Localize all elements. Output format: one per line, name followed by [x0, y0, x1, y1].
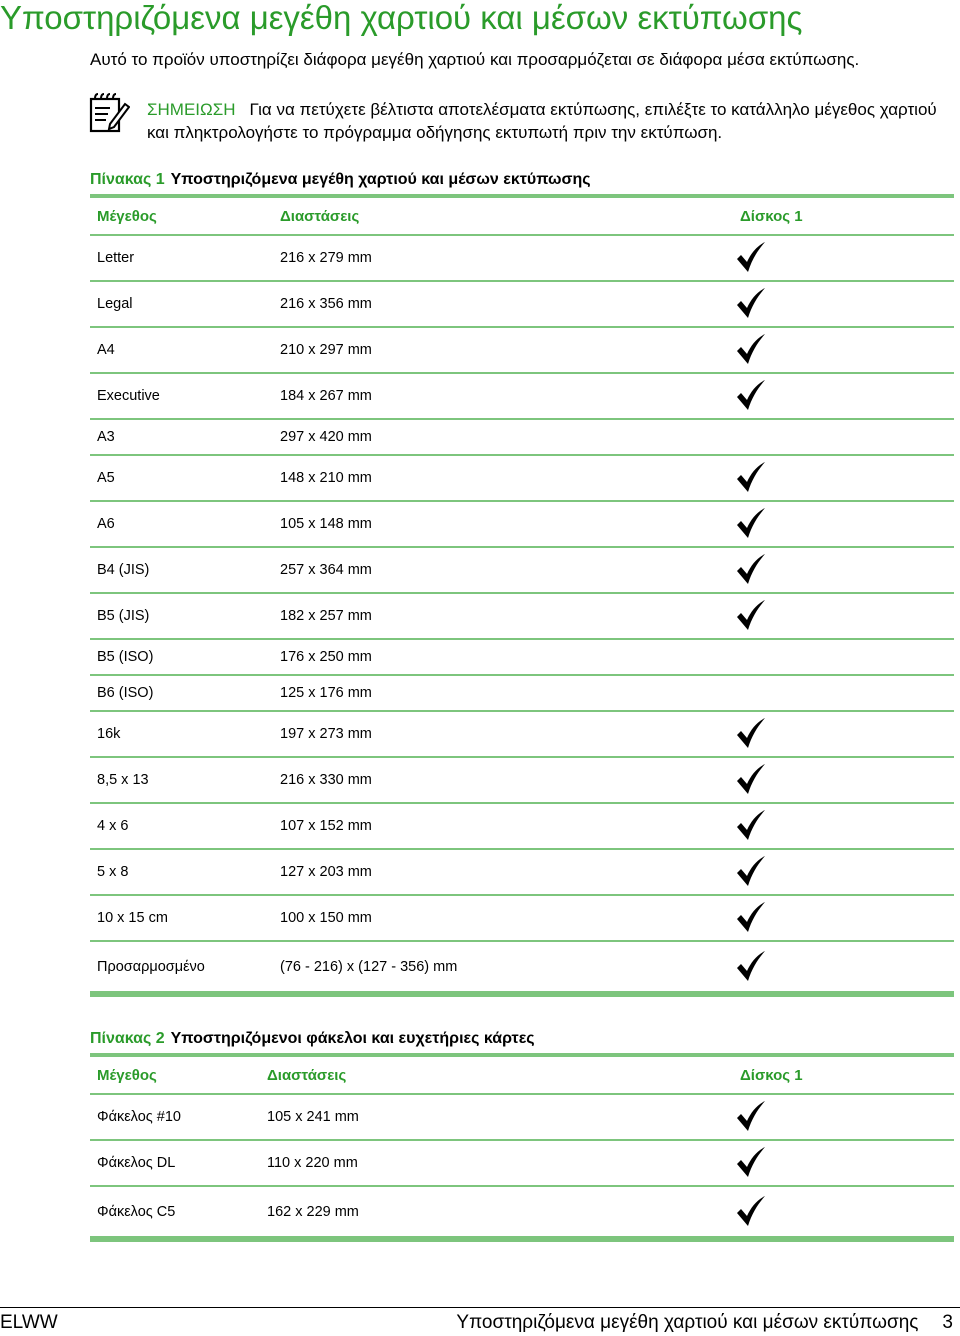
footer-right: [456, 1312, 953, 1334]
cell-size: B4 (JIS): [97, 562, 150, 578]
table-row: [90, 328, 954, 374]
cell-size: A5: [97, 470, 115, 486]
cell-size: B5 (JIS): [97, 608, 150, 624]
table2: [90, 1053, 954, 1242]
table2-caption-title: Υποστηριζόμενοι φάκελοι και ευχετήριες κάρτες: [170, 1030, 535, 1047]
cell-size: B5 (ISO): [97, 649, 154, 665]
checkmark-icon: [736, 461, 766, 493]
table-row: [90, 502, 954, 548]
table2-caption-number: Πίνακας 2: [90, 1030, 165, 1047]
checkmark-icon: [736, 241, 766, 273]
cell-dimensions: 257 x 364 mm: [280, 562, 372, 578]
table-row: [90, 374, 954, 420]
cell-size: Legal: [97, 296, 133, 312]
cell-dimensions: 182 x 257 mm: [280, 608, 372, 624]
cell-dimensions: 110 x 220 mm: [267, 1155, 358, 1171]
checkmark-icon: [736, 717, 766, 749]
note-text: Για να πετύχετε βέλτιστα αποτελέσματα εκτύπωσης, επιλέξτε το κατάλληλο μέγεθος χαρτιού και πληκτρολογήστε το πρόγραμμα οδήγησης εκτυπωτή πριν την εκτύπωση.: [147, 100, 937, 142]
table-row: [90, 594, 954, 640]
page-title: Υποστηριζόμενα μεγέθη χαρτιού και μέσων εκτύπωσης: [0, 0, 803, 36]
footer-left: ELWW: [0, 1312, 58, 1333]
cell-dimensions: 148 x 210 mm: [280, 470, 372, 486]
table1-caption-title: Υποστηριζόμενα μεγέθη χαρτιού και μέσων εκτύπωσης: [170, 171, 591, 188]
checkmark-icon: [736, 901, 766, 933]
cell-size: A6: [97, 516, 115, 532]
cell-dimensions: 176 x 250 mm: [280, 649, 372, 665]
header-tray1: Δίσκος 1: [740, 207, 803, 225]
table-row: [90, 758, 954, 804]
cell-dimensions: 297 x 420 mm: [280, 429, 372, 445]
page-number: 3: [942, 1312, 953, 1333]
table1-caption-number: Πίνακας 1: [90, 171, 165, 188]
header-size: Μέγεθος: [97, 1066, 157, 1084]
table-row: [90, 850, 954, 896]
checkmark-icon: [736, 553, 766, 585]
note-label: ΣΗΜΕΙΩΣΗ: [147, 100, 236, 119]
note: [147, 98, 947, 144]
table-header-row: [90, 198, 954, 236]
table-row: [90, 712, 954, 758]
checkmark-icon: [736, 763, 766, 795]
table-row: [90, 282, 954, 328]
note-icon: [88, 92, 130, 134]
table-row: [90, 1095, 954, 1141]
cell-size: Προσαρμοσμένο: [97, 958, 205, 975]
intro-paragraph: Αυτό το προϊόν υποστηρίζει διάφορα μεγέθη χαρτιού και προσαρμόζεται σε διάφορα μέσα εκτύπωσης.: [90, 50, 860, 69]
table-row: [90, 420, 954, 456]
header-dimensions: Διαστάσεις: [280, 207, 360, 225]
table-bottom-rule: [90, 1236, 954, 1242]
cell-dimensions: 184 x 267 mm: [280, 388, 372, 404]
cell-dimensions: 210 x 297 mm: [280, 342, 372, 358]
cell-size: Letter: [97, 250, 135, 266]
checkmark-icon: [736, 809, 766, 841]
checkmark-icon: [736, 1100, 766, 1132]
table-row: [90, 548, 954, 594]
cell-dimensions: 216 x 330 mm: [280, 772, 372, 788]
cell-dimensions: 125 x 176 mm: [280, 685, 372, 701]
cell-size: Φάκελος DL: [97, 1155, 176, 1171]
cell-size: 10 x 15 cm: [97, 910, 168, 926]
checkmark-icon: [736, 287, 766, 319]
cell-size: Φάκελος C5: [97, 1203, 176, 1220]
table-row: [90, 456, 954, 502]
cell-size: 5 x 8: [97, 864, 129, 880]
cell-size: A4: [97, 342, 115, 358]
table-row: [90, 942, 954, 991]
cell-size: 8,5 x 13: [97, 772, 149, 788]
checkmark-icon: [736, 599, 766, 631]
checkmark-icon: [736, 333, 766, 365]
cell-dimensions: 100 x 150 mm: [280, 910, 372, 926]
table-row: [90, 1187, 954, 1236]
table-row: [90, 1141, 954, 1187]
checkmark-icon: [736, 950, 766, 982]
table-row: [90, 236, 954, 282]
table-row: [90, 640, 954, 676]
checkmark-icon: [736, 1146, 766, 1178]
checkmark-icon: [736, 1195, 766, 1227]
table1: [90, 194, 954, 997]
header-size: Μέγεθος: [97, 207, 157, 225]
cell-size: Φάκελος #10: [97, 1109, 181, 1125]
cell-size: 16k: [97, 726, 121, 742]
cell-dimensions: 216 x 356 mm: [280, 296, 372, 312]
table2-caption: [90, 1029, 535, 1049]
cell-dimensions: 162 x 229 mm: [267, 1203, 359, 1220]
checkmark-icon: [736, 379, 766, 411]
checkmark-icon: [736, 855, 766, 887]
footer-rule: [0, 1307, 960, 1308]
cell-dimensions: 105 x 148 mm: [280, 516, 372, 532]
cell-dimensions: 197 x 273 mm: [280, 726, 372, 742]
table-row: [90, 804, 954, 850]
table-header-row: [90, 1057, 954, 1095]
cell-dimensions: 216 x 279 mm: [280, 250, 372, 266]
table-row: [90, 896, 954, 942]
table1-caption: [90, 170, 591, 190]
cell-dimensions: 107 x 152 mm: [280, 818, 372, 834]
cell-dimensions: (76 - 216) x (127 - 356) mm: [280, 958, 458, 975]
table-bottom-rule: [90, 991, 954, 997]
cell-size: Executive: [97, 388, 160, 404]
cell-dimensions: 127 x 203 mm: [280, 864, 372, 880]
header-dimensions: Διαστάσεις: [267, 1066, 347, 1084]
footer-section-title: Υποστηριζόμενα μεγέθη χαρτιού και μέσων εκτύπωσης: [456, 1312, 919, 1333]
cell-dimensions: 105 x 241 mm: [267, 1109, 359, 1125]
cell-size: 4 x 6: [97, 818, 129, 834]
checkmark-icon: [736, 507, 766, 539]
header-tray1: Δίσκος 1: [740, 1066, 803, 1084]
cell-size: B6 (ISO): [97, 685, 154, 701]
table-row: [90, 676, 954, 712]
cell-size: A3: [97, 429, 115, 445]
